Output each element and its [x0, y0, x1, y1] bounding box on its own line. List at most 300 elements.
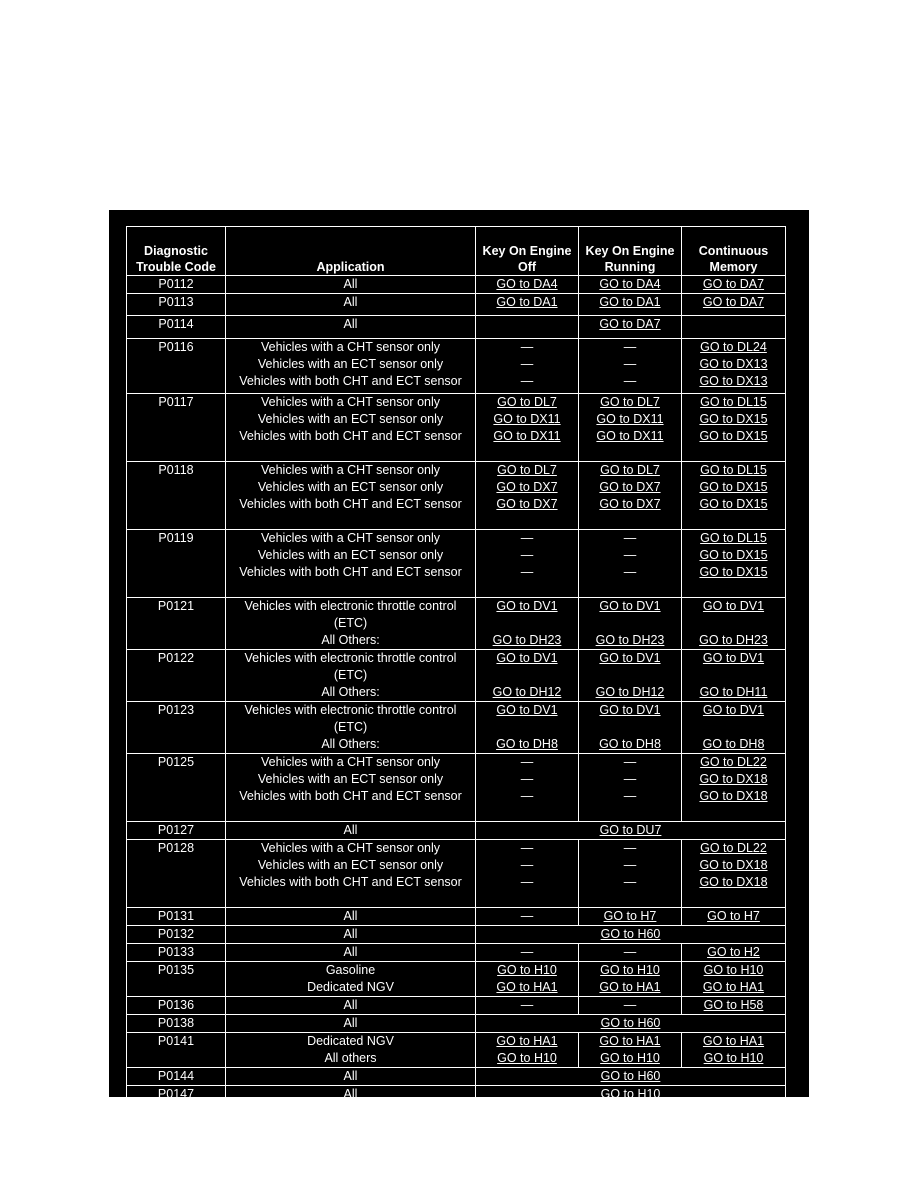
table-row — [127, 530, 786, 598]
cell-text: Vehicles with a CHT sensor only — [260, 340, 441, 354]
koeo-cell — [476, 276, 579, 294]
koeo-cell — [476, 840, 579, 908]
cell-text: — — [520, 340, 534, 354]
dtc-code: P0117 — [158, 395, 194, 409]
cell-text: Vehicles with both CHT and ECT sensor — [239, 429, 462, 443]
cell-text: (ETC) — [333, 616, 368, 630]
continuous-memory-cell — [682, 339, 786, 394]
dtc-code-cell — [127, 276, 226, 294]
dtc-code-cell — [127, 294, 226, 316]
dtc-code-cell — [127, 598, 226, 650]
cell-text: — — [623, 789, 637, 803]
cell-text: Vehicles with electronic throttle control — [244, 599, 457, 613]
table-body — [127, 276, 786, 1104]
procedure-link[interactable]: GO to DA7 — [599, 317, 661, 331]
koer-cell — [579, 276, 682, 294]
koer-cell — [579, 394, 682, 462]
cell-text: Gasoline — [325, 963, 376, 977]
cell-text: Vehicles with an ECT sensor only — [257, 858, 444, 872]
cell-text: — — [520, 357, 534, 371]
procedure-link[interactable]: GO to H10 — [497, 963, 557, 977]
dtc-code: P0123 — [157, 703, 195, 717]
cell-text: — — [520, 565, 534, 579]
application-cell — [226, 276, 476, 294]
dtc-code-cell — [127, 1068, 226, 1086]
dtc-code: P0125 — [157, 755, 195, 769]
cell-text: All — [343, 945, 358, 959]
cell-text: (ETC) — [333, 720, 368, 734]
procedure-link[interactable]: GO to H10 — [600, 1051, 660, 1065]
cell-text: All Others: — [321, 685, 380, 699]
application-cell — [226, 339, 476, 394]
koeo-cell — [476, 650, 579, 702]
procedure-link[interactable]: GO to DH8 — [702, 737, 765, 751]
table-row — [127, 650, 786, 702]
dtc-code-cell — [127, 530, 226, 598]
procedure-link[interactable]: GO to H10 — [703, 1051, 764, 1065]
koer-cell — [579, 997, 682, 1015]
cell-text: All Others: — [321, 737, 380, 751]
procedure-link[interactable]: GO to DA7 — [702, 295, 765, 309]
cell-text: Vehicles with both CHT and ECT sensor — [239, 374, 462, 388]
cell-text: — — [623, 772, 637, 786]
procedure-link[interactable]: GO to DA1 — [496, 295, 558, 309]
header-row — [127, 227, 786, 276]
procedure-link[interactable]: GO to H60 — [600, 1016, 661, 1030]
cell-text: — — [623, 340, 637, 354]
procedure-link[interactable]: GO to DX18 — [699, 789, 768, 803]
application-cell — [226, 1086, 476, 1104]
procedure-link[interactable]: GO to DV1 — [702, 703, 765, 717]
procedure-link[interactable]: GO to HA1 — [599, 980, 661, 994]
table-row — [127, 822, 786, 840]
merged-procedure-cell — [476, 822, 786, 840]
cell-text: All — [343, 295, 358, 309]
cell-text: Dedicated NGV — [307, 1034, 394, 1048]
cell-text: — — [520, 875, 534, 889]
merged-procedure-cell — [476, 926, 786, 944]
cell-text: Vehicles with an ECT sensor only — [257, 357, 444, 371]
cell-text — [684, 719, 783, 736]
cell-text: — — [623, 531, 637, 545]
application-cell — [226, 754, 476, 822]
cell-text: — — [520, 909, 534, 923]
procedure-link[interactable]: GO to DL15 — [700, 395, 767, 409]
table-row — [127, 1068, 786, 1086]
procedure-link[interactable]: GO to DV1 — [599, 703, 661, 717]
cell-text: All others — [324, 1051, 377, 1065]
koer-cell — [579, 754, 682, 822]
dtc-code: P0132 — [157, 927, 195, 941]
continuous-memory-cell — [682, 962, 786, 997]
continuous-memory-cell — [682, 944, 786, 962]
cell-text: — — [520, 841, 534, 855]
merged-procedure-cell — [476, 1068, 786, 1086]
procedure-link[interactable]: GO to H7 — [707, 909, 760, 923]
procedure-link[interactable]: GO to DX11 — [493, 429, 561, 443]
cell-text: — — [520, 772, 534, 786]
dtc-code: P0127 — [157, 823, 195, 837]
table-row — [127, 276, 786, 294]
continuous-memory-cell — [682, 276, 786, 294]
koeo-cell — [476, 530, 579, 598]
cell-text: — — [623, 858, 637, 872]
koer-cell — [579, 702, 682, 754]
table-row — [127, 1015, 786, 1033]
application-cell — [226, 394, 476, 462]
table-row — [127, 754, 786, 822]
koeo-cell — [476, 462, 579, 530]
continuous-memory-cell — [682, 598, 786, 650]
dtc-code-cell — [127, 944, 226, 962]
table-row — [127, 944, 786, 962]
table-row — [127, 339, 786, 394]
procedure-link[interactable]: GO to DX15 — [699, 497, 768, 511]
cell-text: All — [343, 277, 358, 291]
application-cell — [226, 294, 476, 316]
dtc-code: P0147 — [157, 1087, 195, 1101]
koeo-cell — [476, 316, 579, 339]
cell-text: Vehicles with an ECT sensor only — [257, 548, 444, 562]
dtc-code-cell — [127, 908, 226, 926]
application-cell — [226, 962, 476, 997]
header-application: Application — [226, 227, 476, 276]
procedure-link[interactable]: GO to DX18 — [699, 858, 768, 872]
application-cell — [226, 926, 476, 944]
procedure-link[interactable]: GO to DV1 — [496, 651, 558, 665]
dtc-code: P0112 — [158, 277, 194, 291]
koeo-cell — [476, 598, 579, 650]
procedure-link[interactable]: GO to H10 — [703, 963, 764, 977]
procedure-link[interactable]: GO to DX18 — [699, 875, 768, 889]
cell-text: Vehicles with both CHT and ECT sensor — [239, 497, 462, 511]
dtc-code: P0119 — [158, 531, 194, 545]
dtc-code-cell — [127, 926, 226, 944]
cell-text — [581, 719, 679, 736]
cell-text: All — [343, 927, 358, 941]
procedure-link[interactable]: GO to DX13 — [699, 374, 768, 388]
dtc-code: P0113 — [158, 295, 194, 309]
table-row — [127, 1086, 786, 1104]
dtc-code: P0141 — [157, 1034, 195, 1048]
dtc-code: P0136 — [157, 998, 195, 1012]
procedure-link[interactable]: GO to DL7 — [497, 395, 557, 409]
koer-cell — [579, 294, 682, 316]
continuous-memory-cell — [682, 840, 786, 908]
cell-text — [581, 615, 679, 632]
procedure-link[interactable]: GO to DL7 — [600, 463, 660, 477]
procedure-link[interactable]: GO to DA4 — [599, 277, 661, 291]
cell-text: All — [343, 998, 358, 1012]
continuous-memory-cell — [682, 316, 786, 339]
cell-text: — — [623, 548, 637, 562]
dtc-code-cell — [127, 997, 226, 1015]
application-cell — [226, 598, 476, 650]
header-koer: Key On Engine Running — [579, 227, 682, 276]
koeo-cell — [476, 754, 579, 822]
koeo-cell — [476, 962, 579, 997]
application-cell — [226, 822, 476, 840]
continuous-memory-cell — [682, 754, 786, 822]
cell-text — [684, 316, 783, 333]
procedure-link[interactable]: GO to H10 — [497, 1051, 557, 1065]
procedure-link[interactable]: GO to H10 — [600, 1087, 661, 1101]
procedure-link[interactable]: GO to DV1 — [702, 599, 765, 613]
procedure-link[interactable]: GO to H10 — [600, 963, 660, 977]
koeo-cell — [476, 1033, 579, 1068]
cell-text: — — [520, 789, 534, 803]
cell-text: — — [623, 875, 637, 889]
procedure-link[interactable]: GO to DX15 — [699, 565, 768, 579]
procedure-link[interactable]: GO to DX7 — [496, 497, 558, 511]
cell-text: — — [520, 945, 534, 959]
koeo-cell — [476, 944, 579, 962]
procedure-link[interactable]: GO to HA1 — [599, 1034, 661, 1048]
procedure-link[interactable]: GO to DL24 — [700, 340, 767, 354]
cell-text: — — [520, 858, 534, 872]
cell-text — [581, 667, 679, 684]
application-cell — [226, 1015, 476, 1033]
procedure-link[interactable]: GO to H58 — [703, 998, 764, 1012]
procedure-link[interactable]: GO to DV1 — [702, 651, 765, 665]
application-cell — [226, 702, 476, 754]
cell-text: Dedicated NGV — [307, 980, 394, 994]
dtc-code: P0128 — [157, 841, 195, 855]
dtc-code: P0131 — [157, 909, 195, 923]
trouble-code-table — [126, 226, 786, 1104]
procedure-link[interactable]: GO to DV1 — [599, 651, 661, 665]
procedure-link[interactable]: GO to DV1 — [496, 599, 558, 613]
application-cell — [226, 462, 476, 530]
dtc-code-cell — [127, 962, 226, 997]
cell-text: (ETC) — [333, 668, 368, 682]
continuous-memory-cell — [682, 394, 786, 462]
dtc-code-cell — [127, 1033, 226, 1068]
cell-text: — — [520, 755, 534, 769]
koer-cell — [579, 530, 682, 598]
procedure-link[interactable]: GO to DX7 — [599, 480, 661, 494]
cell-text: — — [520, 531, 534, 545]
procedure-link[interactable]: GO to DH11 — [699, 685, 768, 699]
procedure-link[interactable]: GO to DH8 — [496, 737, 558, 751]
procedure-link[interactable]: GO to DH12 — [492, 685, 562, 699]
merged-procedure-cell — [476, 1086, 786, 1104]
continuous-memory-cell — [682, 702, 786, 754]
cell-text: — — [623, 565, 637, 579]
dtc-code-cell — [127, 316, 226, 339]
cell-text: Vehicles with a CHT sensor only — [260, 463, 441, 477]
cell-text: Vehicles with an ECT sensor only — [257, 412, 444, 426]
table-row — [127, 908, 786, 926]
dtc-code-cell — [127, 339, 226, 394]
procedure-link[interactable]: GO to DA4 — [496, 277, 558, 291]
koer-cell — [579, 316, 682, 339]
koer-cell — [579, 962, 682, 997]
cell-text: All — [343, 823, 358, 837]
cell-text: All — [343, 317, 358, 331]
table-row — [127, 294, 786, 316]
cell-text: — — [623, 374, 637, 388]
cell-text: Vehicles with a CHT sensor only — [260, 395, 441, 409]
koer-cell — [579, 1033, 682, 1068]
procedure-link[interactable]: GO to DL22 — [700, 755, 767, 769]
table-row — [127, 840, 786, 908]
procedure-link[interactable]: GO to HA1 — [496, 1034, 558, 1048]
application-cell — [226, 840, 476, 908]
procedure-link[interactable]: GO to DA7 — [702, 277, 765, 291]
procedure-link[interactable]: GO to H2 — [707, 945, 760, 959]
procedure-link[interactable]: GO to DX7 — [599, 497, 661, 511]
procedure-link[interactable]: GO to HA1 — [702, 980, 765, 994]
dtc-code: P0138 — [157, 1016, 195, 1030]
cell-text: Vehicles with an ECT sensor only — [257, 480, 444, 494]
continuous-memory-cell — [682, 462, 786, 530]
procedure-link[interactable]: GO to DX18 — [699, 772, 768, 786]
dtc-code-cell — [127, 1086, 226, 1104]
procedure-link[interactable]: GO to DH12 — [595, 685, 665, 699]
dtc-code: P0121 — [157, 599, 195, 613]
cell-text: All — [343, 1087, 358, 1101]
koeo-cell — [476, 702, 579, 754]
cell-text — [478, 615, 576, 632]
cell-text: Vehicles with a CHT sensor only — [260, 755, 441, 769]
dtc-code-cell — [127, 650, 226, 702]
dtc-code-cell — [127, 462, 226, 530]
koer-cell — [579, 462, 682, 530]
procedure-link[interactable]: GO to DL15 — [700, 531, 767, 545]
procedure-link[interactable]: GO to DL15 — [700, 463, 767, 477]
cell-text: All — [343, 909, 358, 923]
cell-text: Vehicles with a CHT sensor only — [260, 531, 441, 545]
procedure-link[interactable]: GO to DX15 — [699, 548, 768, 562]
procedure-link[interactable]: GO to HA1 — [702, 1034, 765, 1048]
application-cell — [226, 530, 476, 598]
merged-procedure-cell — [476, 1015, 786, 1033]
continuous-memory-cell — [682, 908, 786, 926]
cell-text: — — [520, 998, 534, 1012]
cell-text: Vehicles with both CHT and ECT sensor — [239, 875, 462, 889]
procedure-link[interactable]: GO to DX13 — [699, 357, 768, 371]
cell-text: — — [623, 998, 637, 1012]
procedure-link[interactable]: GO to DX7 — [496, 480, 558, 494]
application-cell — [226, 1068, 476, 1086]
koer-cell — [579, 339, 682, 394]
koeo-cell — [476, 997, 579, 1015]
cell-text: — — [623, 755, 637, 769]
koeo-cell — [476, 908, 579, 926]
continuous-memory-cell — [682, 530, 786, 598]
cell-text — [684, 667, 783, 684]
koer-cell — [579, 840, 682, 908]
cell-text — [684, 615, 783, 632]
procedure-link[interactable]: GO to DA1 — [599, 295, 661, 309]
cell-text — [478, 667, 576, 684]
dtc-code: P0116 — [158, 340, 194, 354]
application-cell — [226, 908, 476, 926]
header-koeo: Key On Engine Off — [476, 227, 579, 276]
cell-text: Vehicles with an ECT sensor only — [257, 772, 444, 786]
application-cell — [226, 997, 476, 1015]
procedure-link[interactable]: GO to DL22 — [700, 841, 767, 855]
table-row — [127, 997, 786, 1015]
continuous-memory-cell — [682, 1033, 786, 1068]
dtc-code-cell — [127, 1015, 226, 1033]
application-cell — [226, 650, 476, 702]
procedure-link[interactable]: GO to DH23 — [492, 633, 562, 647]
table-header — [127, 227, 786, 276]
cell-text — [478, 719, 576, 736]
cell-text: — — [623, 357, 637, 371]
continuous-memory-cell — [682, 997, 786, 1015]
dtc-code: P0144 — [157, 1069, 195, 1083]
table-row — [127, 394, 786, 462]
table-row — [127, 702, 786, 754]
procedure-link[interactable]: GO to H60 — [600, 927, 661, 941]
koer-cell — [579, 908, 682, 926]
procedure-link[interactable]: GO to DX15 — [699, 480, 768, 494]
koeo-cell — [476, 294, 579, 316]
procedure-link[interactable]: GO to DL7 — [497, 463, 557, 477]
cell-text: — — [520, 374, 534, 388]
procedure-link[interactable]: GO to DX15 — [699, 429, 768, 443]
continuous-memory-cell — [682, 650, 786, 702]
procedure-link[interactable]: GO to DX11 — [596, 412, 664, 426]
koer-cell — [579, 944, 682, 962]
cell-text: — — [623, 841, 637, 855]
application-cell — [226, 944, 476, 962]
table-row — [127, 462, 786, 530]
dtc-code-cell — [127, 840, 226, 908]
procedure-link[interactable]: GO to H7 — [603, 909, 657, 923]
dtc-code-cell — [127, 822, 226, 840]
document-page — [109, 210, 809, 1101]
dtc-code: P0133 — [157, 945, 195, 959]
dtc-code: P0122 — [157, 651, 195, 665]
header-dtc: Diagnostic Trouble Code — [127, 227, 226, 276]
cell-text — [478, 316, 576, 333]
dtc-code: P0114 — [158, 317, 194, 331]
koeo-cell — [476, 394, 579, 462]
procedure-link[interactable]: GO to DX11 — [596, 429, 664, 443]
procedure-link[interactable]: GO to DX11 — [493, 412, 561, 426]
dtc-code-cell — [127, 754, 226, 822]
koeo-cell — [476, 339, 579, 394]
procedure-link[interactable]: GO to DX15 — [699, 412, 768, 426]
cell-text: All Others: — [321, 633, 380, 647]
procedure-link[interactable]: GO to DL7 — [600, 395, 660, 409]
table-row — [127, 1033, 786, 1068]
procedure-link[interactable]: GO to H60 — [600, 1069, 661, 1083]
application-cell — [226, 316, 476, 339]
dtc-code: P0118 — [158, 463, 194, 477]
cell-text: Vehicles with electronic throttle control — [244, 651, 457, 665]
procedure-link[interactable]: GO to DH8 — [599, 737, 661, 751]
cell-text: Vehicles with both CHT and ECT sensor — [239, 789, 462, 803]
table-row — [127, 962, 786, 997]
procedure-link[interactable]: GO to DU7 — [599, 823, 662, 837]
dtc-code-cell — [127, 394, 226, 462]
koer-cell — [579, 598, 682, 650]
procedure-link[interactable]: GO to DH23 — [595, 633, 665, 647]
cell-text: Vehicles with electronic throttle control — [244, 703, 457, 717]
procedure-link[interactable]: GO to HA1 — [496, 980, 558, 994]
procedure-link[interactable]: GO to DV1 — [599, 599, 661, 613]
procedure-link[interactable]: GO to DH23 — [699, 633, 768, 647]
procedure-link[interactable]: GO to DV1 — [496, 703, 558, 717]
cell-text: — — [520, 548, 534, 562]
cell-text: Vehicles with both CHT and ECT sensor — [239, 565, 462, 579]
cell-text: Vehicles with a CHT sensor only — [260, 841, 441, 855]
